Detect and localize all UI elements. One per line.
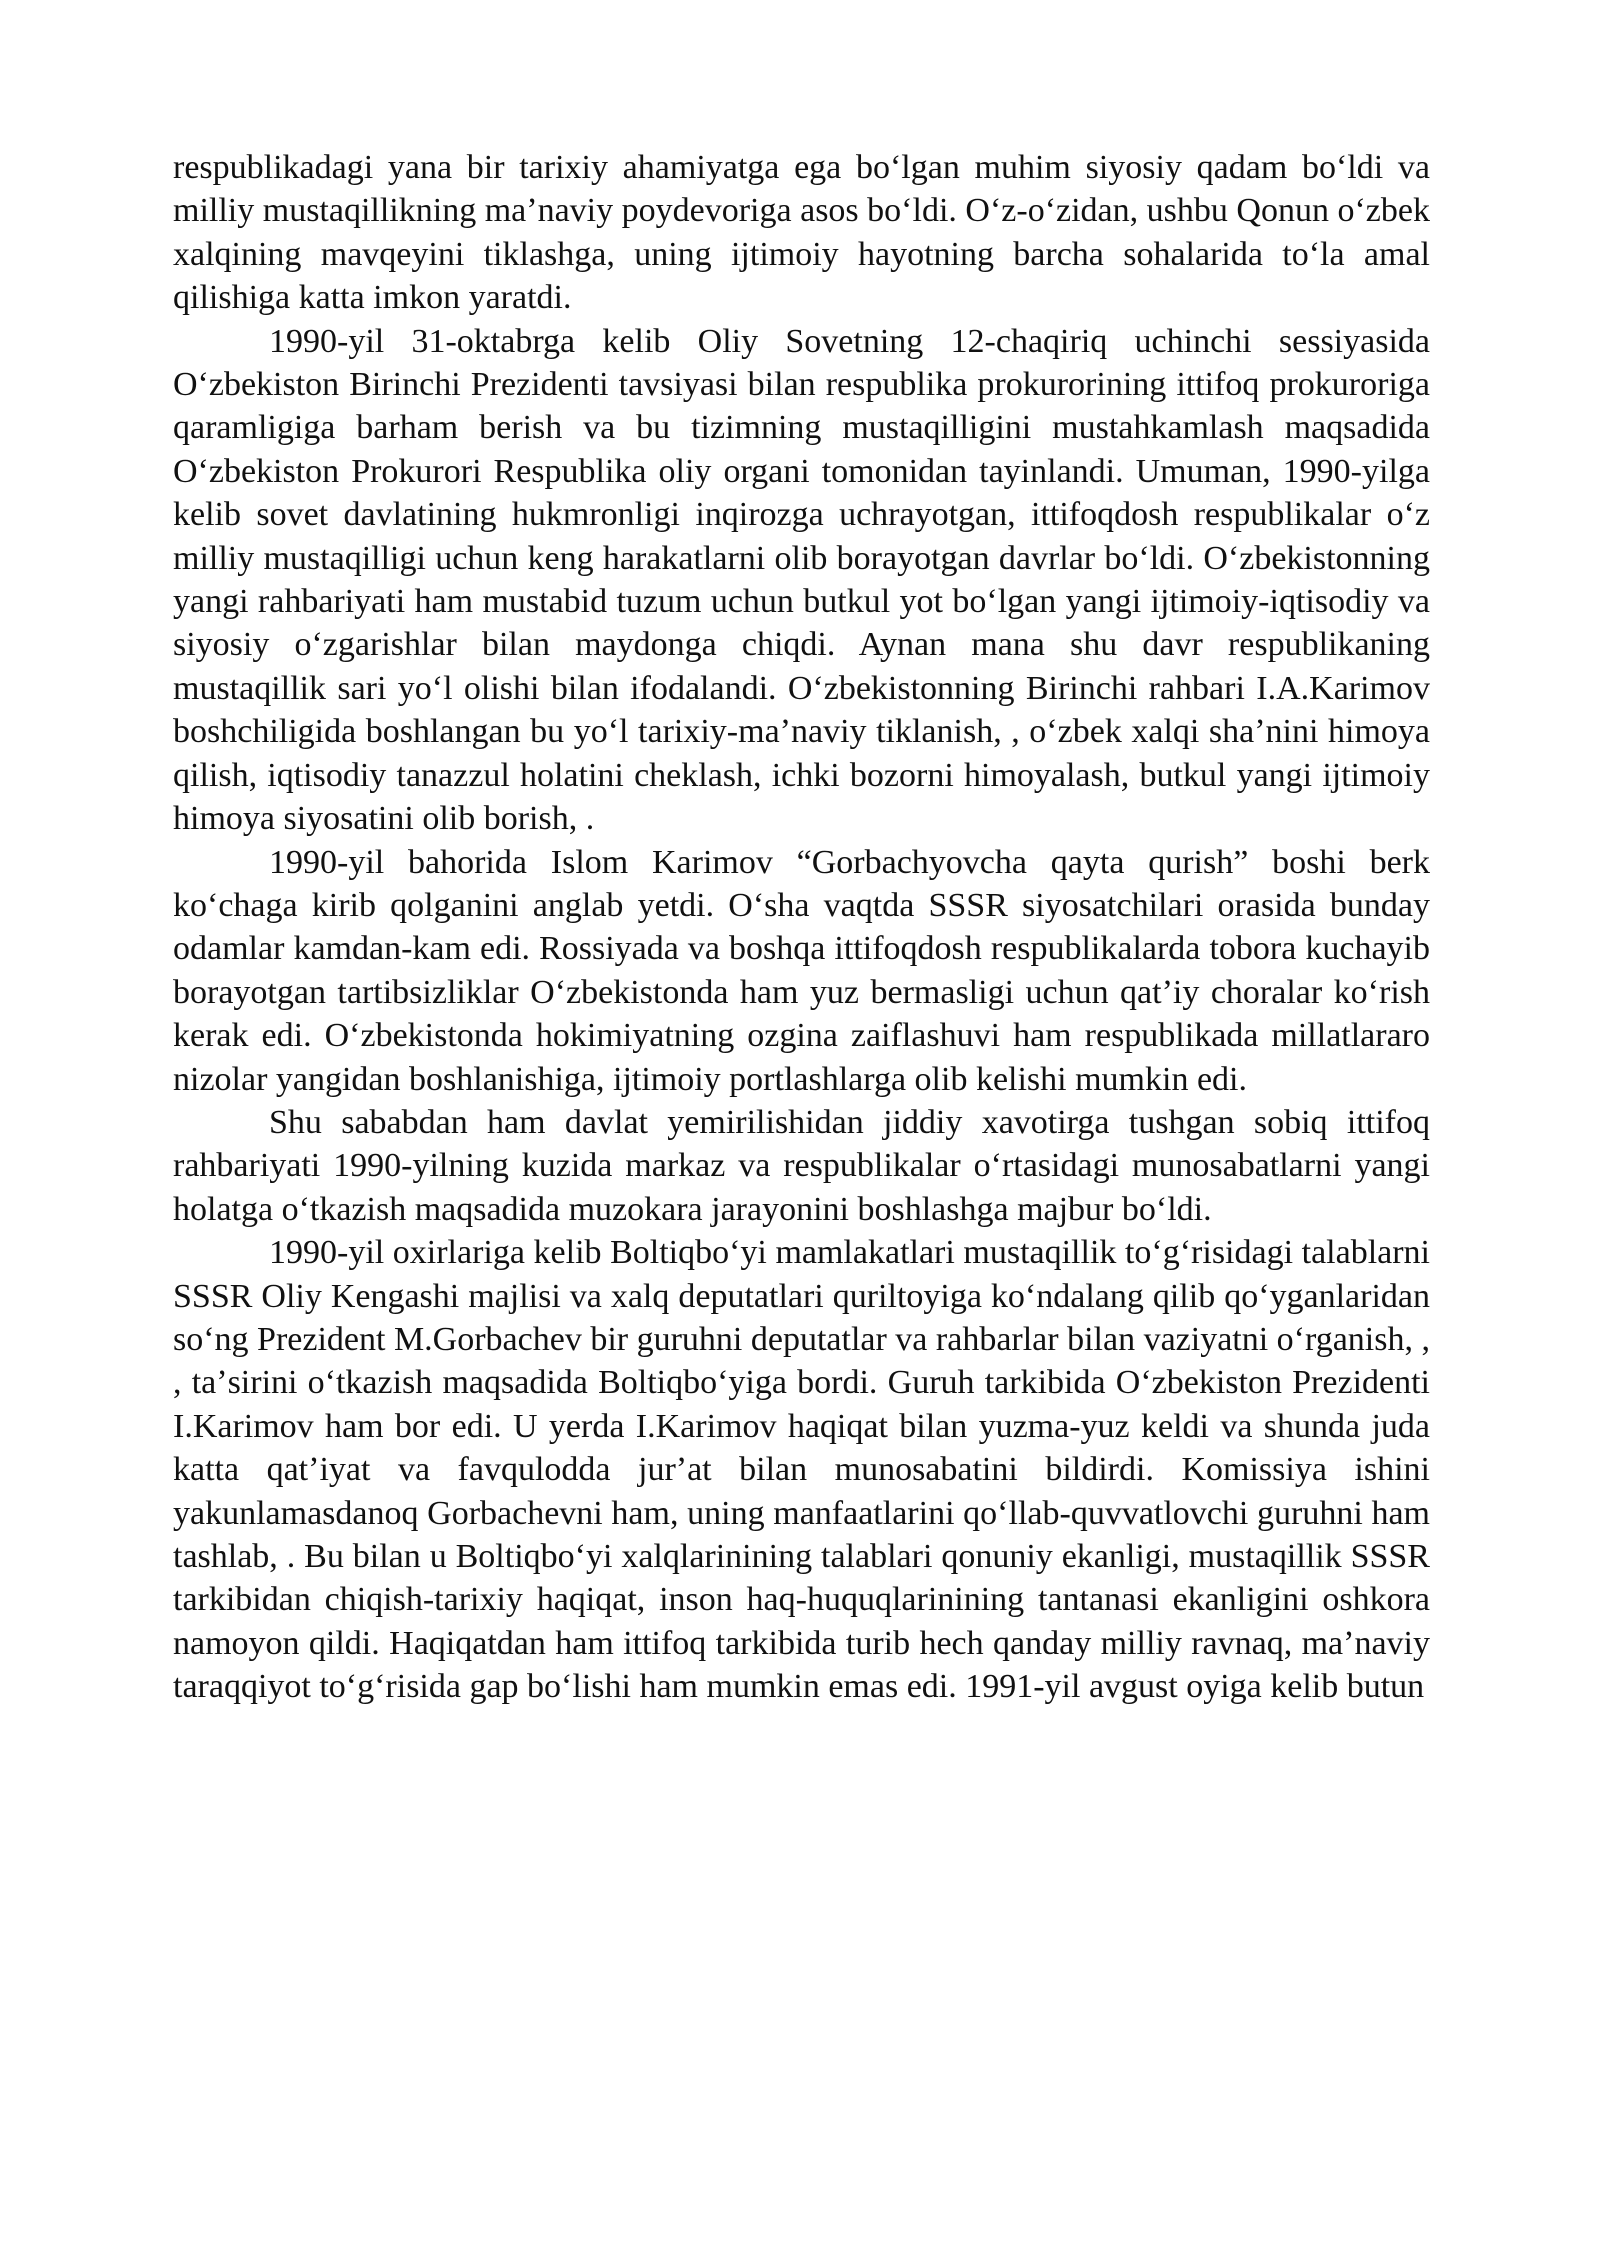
paragraph-5: 1990-yil oxirlariga kelib Boltiqboʻyi mamlakatlari mustaqillik toʻgʻrisidagi talablarni SSSR Oliy Kengashi majlisi va xalq deputatlari quriltoyiga koʻndalang qilib qoʻyganlaridan soʻng Prezident M.Gorbachev bir guruhni deputatlar va rahbarlar bilan vaziyatni oʻrganish, , , taʼsirini oʻtkazish maqsadida Boltiqboʻyiga bordi. Guruh tarkibida Oʻzbekiston Prezidenti I.Karimov ham bor edi. U yerda I.Karimov haqiqat bilan yuzma-yuz keldi va shunda juda katta qatʼiyat va favqulodda jurʼat bilan munosabatini bildirdi. Komissiya ishini yakunlamasdanoq Gorbachevni ham, uning manfaatlarini qoʻllab-quvvatlovchi guruhni ham tashlab, . Bu bilan u Boltiqboʻyi xalqlarinining talablari qonuniy ekanligi, mustaqillik SSSR tarkibidan chiqish-tarixiy haqiqat, inson haq-huquqlarinining tantanasi ekanligini oshkora namoyon qildi. Haqiqatdan ham ittifoq tarkibida turib hech qanday milliy ravnaq, maʼnaviy taraqqiyot toʻgʻrisida gap boʻlishi ham mumkin emas edi. 1991-yil avgust oyiga kelib butun bbox=[173, 1234, 1430, 1706]
document-page bbox=[173, 146, 1430, 1709]
paragraph-4: Shu sababdan ham davlat yemirilishidan jiddiy xavotirga tushgan sobiq ittifoq rahbariyati 1990-yilning kuzida markaz va respublikalar oʻrtasidagi munosabatlarni yangi holatga oʻtkazish maqsadida muzokara jarayonini boshlashga majbur boʻldi. bbox=[173, 1103, 1430, 1228]
paragraph-3: 1990-yil bahorida Islom Karimov “Gorbachyovcha qayta qurish” boshi berk koʻchaga kirib qolganini anglab yetdi. Oʻsha vaqtda SSSR siyosatchilari orasida bunday odamlar kamdan-kam edi. Rossiyada va boshqa ittifoqdosh respublikalarda tobora kuchayib borayotgan tartibsizliklar Oʻzbekistonda ham yuz bermasligi uchun qatʼiy choralar koʻrish kerak edi. Oʻzbekistonda hokimiyatning ozgina zaiflashuvi ham respublikada millatlararo nizolar yangidan boshlanishiga, ijtimoiy portlashlarga olib kelishi mumkin edi. bbox=[173, 843, 1430, 1098]
paragraph-1: respublikadagi yana bir tarixiy ahamiyatga ega boʻlgan muhim siyosiy qadam boʻldi va milliy mustaqillikning maʼnaviy poydevoriga asos boʻldi. Oʻz-oʻzidan, ushbu Qonun oʻzbek xalqining mavqeyini tiklashga, uning ijtimoiy hayotning barcha sohalarida toʻla amal qilishiga katta imkon yaratdi. bbox=[173, 149, 1430, 317]
paragraph-2: 1990-yil 31-oktabrga kelib Oliy Sovetning 12-chaqiriq uchinchi sessiyasida Oʻzbekiston Birinchi Prezidenti tavsiyasi bilan respublika prokurorining ittifoq prokuroriga qaramligiga barham berish va bu tizimning mustaqilligini mustahkamlash maqsadida Oʻzbekiston Prokurori Respublika oliy organi tomonidan tayinlandi. Umuman, 1990-yilga kelib sovet davlatining hukmronligi inqirozga uchrayotgan, ittifoqdosh respublikalar oʻz milliy mustaqilligi uchun keng harakatlarni olib borayotgan davrlar boʻldi. Oʻzbekistonning yangi rahbariyati ham mustabid tuzum uchun butkul yot boʻlgan yangi ijtimoiy-iqtisodiy va siyosiy oʻzgarishlar bilan maydonga chiqdi. Aynan mana shu davr respublikaning mustaqillik sari yoʻl olishi bilan ifodalandi. Oʻzbekistonning Birinchi rahbari I.A.Karimov boshchiligida boshlangan bu yoʻl tarixiy-maʼnaviy tiklanish, , oʻzbek xalqi shaʼnini himoya qilish, iqtisodiy tanazzul holatini cheklash, ichki bozorni himoyalash, butkul yangi ijtimoiy himoya siyosatini olib borish, . bbox=[173, 322, 1430, 838]
